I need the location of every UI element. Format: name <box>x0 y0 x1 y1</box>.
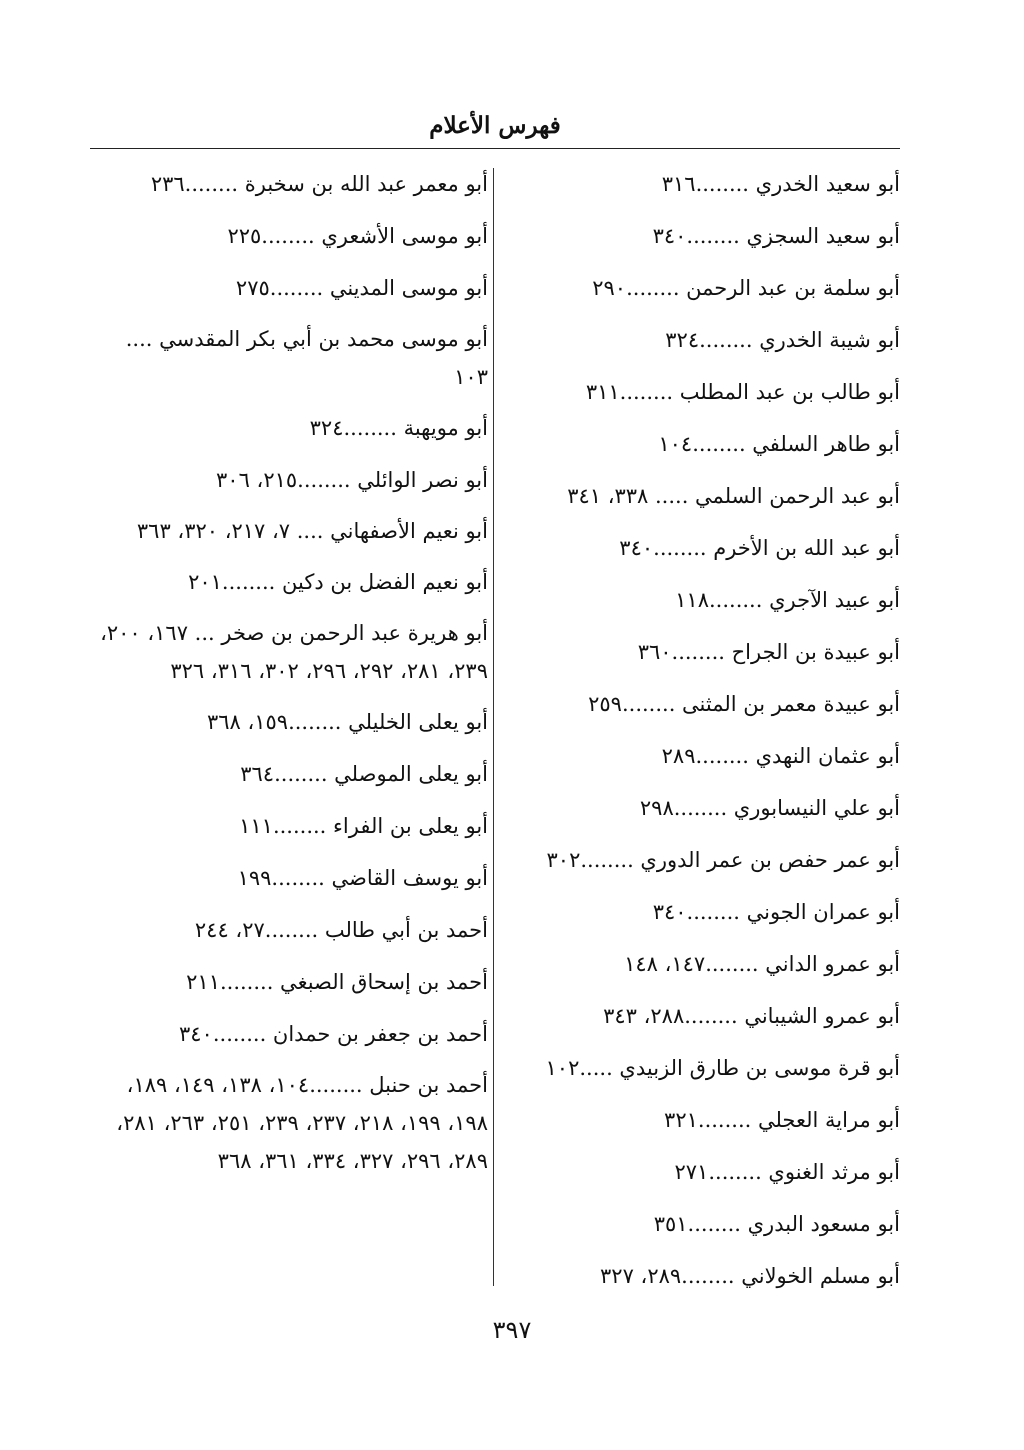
page-header <box>90 104 900 149</box>
index-entry: أبو موسى محمد بن أبي بكر المقدسي .... ١٠٣ <box>125 327 488 389</box>
index-entry: أبو سعيد الخدري ........٣١٦ <box>661 172 900 196</box>
index-entry: أبو سلمة بن عبد الرحمن ........٢٩٠ <box>592 276 900 300</box>
index-entry: أبو نصر الوائلي ........٢١٥، ٣٠٦ <box>216 468 488 492</box>
index-entry: أبو موسى الأشعري ........٢٢٥ <box>227 224 488 248</box>
index-entry: أحمد بن إسحاق الصبغي ........٢١١ <box>186 970 488 994</box>
index-entry: أبو طاهر السلفي ........١٠٤ <box>658 432 900 456</box>
index-entry: أبو مرثد الغنوي ........٢٧١ <box>674 1160 900 1184</box>
index-column-right <box>500 158 900 1302</box>
index-entry: أبو طالب بن عبد المطلب ........٣١١ <box>585 380 900 404</box>
index-entry: أبو مويهبة ........٣٢٤ <box>309 416 488 440</box>
page-title: فهرس الأعلام <box>429 112 561 139</box>
index-entry: أبو موسى المديني ........٢٧٥ <box>235 276 488 300</box>
index-entry: أبو قرة موسى بن طارق الزبيدي .....١٠٢ <box>545 1056 900 1080</box>
index-entry: أبو عمر حفص بن عمر الدوري ........٣٠٢ <box>546 848 900 872</box>
index-entry: أبو عبد الله بن الأخرم ........٣٤٠ <box>619 536 900 560</box>
column-divider <box>493 168 494 1286</box>
index-entry: أبو مسعود البدري ........٣٥١ <box>653 1212 900 1236</box>
index-entry: أبو عمرو الشيباني ........٢٨٨، ٣٤٣ <box>603 1004 900 1028</box>
index-column-left <box>92 158 488 1186</box>
index-entry: أبو عبد الرحمن السلمي ..... ٣٣٨، ٣٤١ <box>567 484 900 508</box>
index-entry: أبو يعلى الخليلي ........١٥٩، ٣٦٨ <box>206 710 488 734</box>
index-entry: أبو هريرة عبد الرحمن بن صخر ... ١٦٧، ٢٠٠، ٢٣٩، ٢٨١، ٢٩٢، ٢٩٦، ٣٠٢، ٣١٦، ٣٢٦ <box>100 621 488 683</box>
index-entry: أحمد بن أبي طالب ........٢٧، ٢٤٤ <box>194 918 488 942</box>
index-entry: أبو يعلى بن الفراء ........١١١ <box>239 814 488 838</box>
index-entry: أبو يعلى الموصلي ........٣٦٤ <box>240 762 488 786</box>
index-entry: أبو عبيدة معمر بن المثنى ........٢٥٩ <box>588 692 900 716</box>
index-entry: أبو عبيدة بن الجراح ........٣٦٠ <box>637 640 900 664</box>
index-entry: أبو عمران الجوني ........٣٤٠ <box>652 900 900 924</box>
index-entry: أحمد بن حنبل ........١٠٤، ١٣٨، ١٤٩، ١٨٩، ١٩٨، ١٩٩، ٢١٨، ٢٣٧، ٢٣٩، ٢٥١، ٢٦٣، ٢٨١، ٢٨٩، ٢٩٦، ٣٢٧، ٣٣٤، ٣٦١، ٣٦٨ <box>116 1073 488 1173</box>
index-entry: أبو عثمان النهدي ........٢٨٩ <box>661 744 900 768</box>
index-entry: أبو نعيم الفضل بن دكين ........٢٠١ <box>188 570 488 594</box>
index-entry: أبو عبيد الآجري ........١١٨ <box>675 588 900 612</box>
index-entry: أبو يوسف القاضي ........١٩٩ <box>237 866 488 890</box>
index-entry: أبو سعيد السجزي ........٣٤٠ <box>652 224 900 248</box>
index-entry: أبو عمرو الداني ........١٤٧، ١٤٨ <box>624 952 900 976</box>
index-entry: أحمد بن جعفر بن حمدان ........٣٤٠ <box>179 1022 488 1046</box>
index-entry: أبو معمر عبد الله بن سخبرة ........٢٣٦ <box>150 172 488 196</box>
index-entry: أبو مسلم الخولاني ........٢٨٩، ٣٢٧ <box>600 1264 900 1288</box>
index-entry: أبو شيبة الخدري ........٣٢٤ <box>665 328 900 352</box>
page-number: ٣٩٧ <box>492 1316 532 1344</box>
index-entry: أبو نعيم الأصفهاني .... ٧، ٢١٧، ٣٢٠، ٣٦٣ <box>136 519 488 543</box>
index-entry: أبو مراية العجلي ........٣٢١ <box>664 1108 900 1132</box>
index-entry: أبو علي النيسابوري ........٢٩٨ <box>639 796 900 820</box>
